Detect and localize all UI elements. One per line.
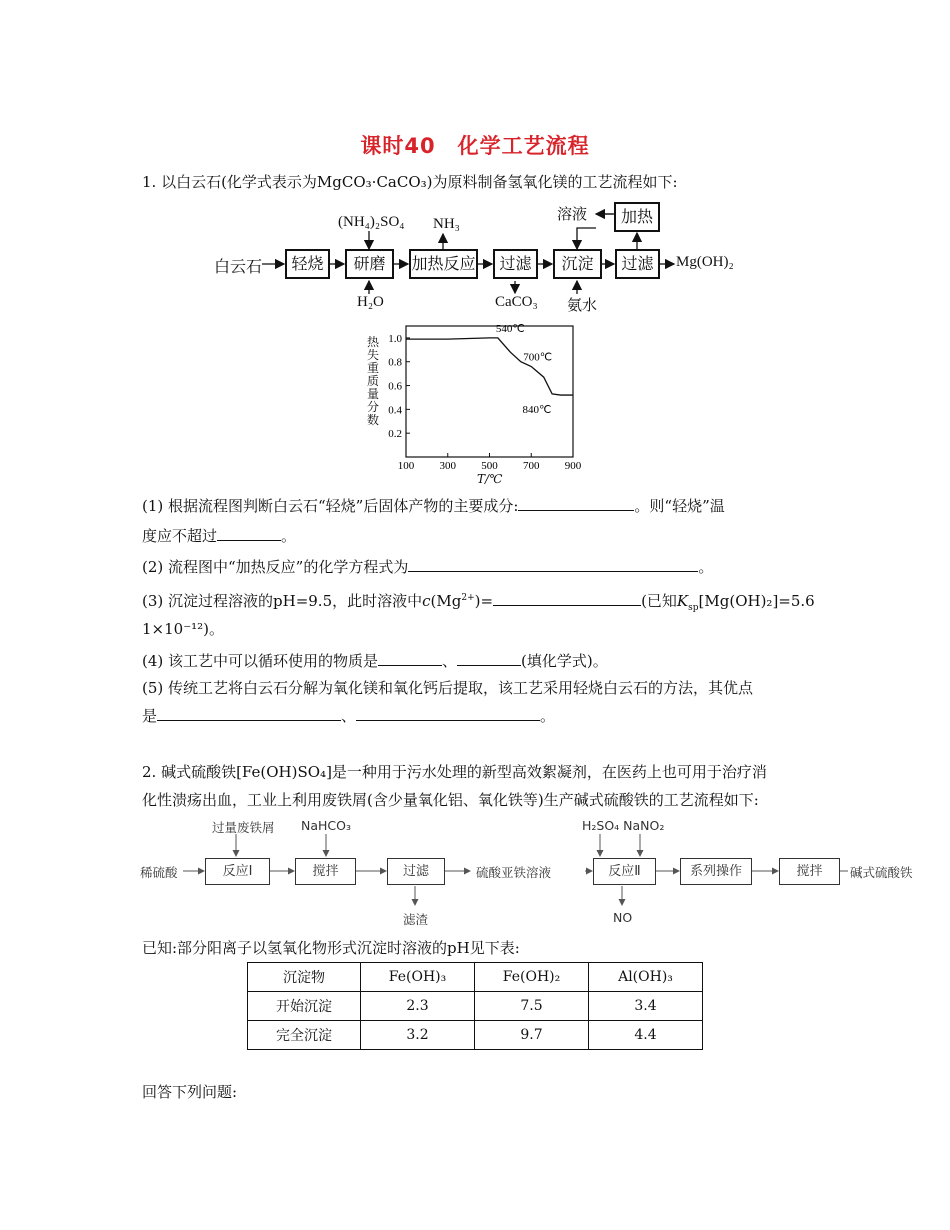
table-cell: 4.4 [589, 1021, 703, 1050]
flow2-nahco3: NaHCO₃ [301, 818, 351, 833]
table-cell: 3.4 [589, 992, 703, 1021]
q1-sub2-end: 。 [698, 558, 714, 576]
flow2-h2so4-nano2: H₂SO₄ NaNO₂ [582, 818, 665, 833]
flow2-end: 碱式硫酸铁 [850, 865, 913, 880]
q1-sub2-text: (2) 流程图中“加热反应”的化学方程式为 [142, 558, 409, 576]
flow2-ferrous-sulfate: 硫酸亚铁溶液 [476, 865, 552, 880]
table-header: 沉淀物 [248, 963, 361, 992]
flow2-start: 稀硫酸 [140, 865, 178, 880]
flow1-solution: 溶液 [557, 207, 588, 223]
table-header: Al(OH)₃ [589, 963, 703, 992]
table-cell: 完全沉淀 [248, 1021, 361, 1050]
q1-sub1-text4: 。 [281, 527, 297, 545]
table-cell: 9.7 [475, 1021, 589, 1050]
q1-sub4-text: (4) 该工艺中可以循环使用的物质是 [142, 652, 379, 670]
flow1-box-precipitate: 沉淀 [553, 249, 602, 279]
flow2-box-stir-2: 搅拌 [779, 858, 840, 885]
q1-sub1-text3: 度应不超过 [142, 527, 218, 545]
precipitation-ph-table [247, 962, 703, 1050]
chart-annotation: 840℃ [522, 404, 552, 417]
q2-known: 已知:部分阳离子以氢氧化物形式沉淀时溶液的pH见下表: [142, 939, 520, 957]
flow1-reagent-ammonium-sulfate: (NH₄)₂SO₄ [338, 214, 405, 230]
table-header-row [248, 963, 703, 992]
y-tick-label: 0.6 [388, 380, 402, 393]
y-tick-label: 0.8 [388, 356, 402, 369]
q2-answer-prompt: 回答下列问题: [142, 1083, 238, 1101]
q1-sub1-text2: 。则“轻烧”温 [634, 497, 725, 515]
x-tick-label: 700 [523, 460, 540, 472]
flow1-product-caco3: CaCO₃ [495, 294, 538, 310]
flow1-box-calcine: 轻烧 [285, 249, 330, 279]
flow2-box-filter: 过滤 [387, 858, 445, 885]
flow2-no: NO [613, 910, 633, 925]
table-cell: 2.3 [361, 992, 475, 1021]
table-header: Fe(OH)₂ [475, 963, 589, 992]
x-tick-label: 900 [564, 460, 582, 472]
q2-intro-line2: 化性溃疡出血，工业上利用废铁屑(含少量氧化铝、氧化铁等)生产碱式硫酸铁的工艺流程如下: [142, 791, 759, 809]
chart-ylabel: 热失重质量分数 [367, 335, 380, 427]
q1-sub4-sep: 、 [442, 652, 458, 670]
q1-sub3-text: (3) 沉淀过程溶液的pH=9.5，此时溶液中 [142, 592, 423, 610]
flow1-reagent-water: H₂O [357, 294, 384, 310]
q1-sub3-line2: 1×10⁻¹²)。 [142, 620, 224, 638]
x-tick-label: 100 [397, 460, 415, 472]
flow1-box-filter: 过滤 [493, 249, 538, 279]
q1-intro: 1. 以白云石(化学式表示为MgCO₃·CaCO₃)为原料制备氢氧化镁的工艺流程如下: [142, 173, 678, 191]
chart-annotation: 540℃ [495, 322, 525, 335]
y-tick-label: 0.2 [388, 428, 402, 441]
x-tick-label: 500 [481, 460, 498, 472]
flow2-scrap-iron: 过量废铁屑 [212, 820, 275, 835]
flow2-box-stir: 搅拌 [295, 858, 356, 885]
table-row [248, 992, 703, 1021]
q1-sub3-known: (已知 [641, 592, 677, 610]
table-cell: 7.5 [475, 992, 589, 1021]
flow1-start: 白云石 [214, 259, 263, 276]
table-cell: 3.2 [361, 1021, 475, 1050]
flow1-box-filter-2: 过滤 [615, 249, 660, 279]
q1-sub5-sep: 、 [341, 707, 357, 725]
q1-sub5-end: 。 [540, 707, 556, 725]
q1-sub3-line1: (3) 沉淀过程溶液的pH=9.5，此时溶液中$c(Mg^{2+})=$ (已知$K_{sp}[Mg(OH)_2]=5.6$ [142, 592, 815, 613]
q1-sub1-text: (1) 根据流程图判断白云石“轻烧”后固体产物的主要成分: [142, 497, 519, 515]
flow1-box-heat-react: 加热反应 [409, 249, 478, 279]
q1-sub4-end: (填化学式)。 [521, 652, 608, 670]
q1-sub5-start: 是 [142, 707, 158, 725]
page-title: 课时40 化学工艺流程 [360, 134, 590, 158]
flow2-box-reaction1: 反应Ⅰ [205, 858, 270, 885]
table-row [248, 1021, 703, 1050]
y-tick-label: 1.0 [388, 332, 402, 345]
x-tick-label: 300 [439, 460, 456, 472]
chart-xlabel: T/℃ [477, 472, 503, 486]
flow2-residue: 滤渣 [403, 912, 429, 927]
flow1-box-grind: 研磨 [345, 249, 394, 279]
flow2-box-series-ops: 系列操作 [680, 858, 752, 885]
flow1-reagent-ammonia-water: 氨水 [567, 298, 598, 314]
table-cell: 开始沉淀 [248, 992, 361, 1021]
flow1-end: Mg(OH)₂ [676, 254, 734, 270]
flow1-box-heat: 加热 [614, 202, 660, 232]
chart-annotation: 700℃ [523, 351, 553, 364]
q1-sub5-line1: (5) 传统工艺将白云石分解为氧化镁和氧化钙后提取，该工艺采用轻烧白云石的方法，其优点 [142, 679, 754, 697]
flow2-box-reaction2: 反应Ⅱ [593, 858, 656, 885]
flow1-product-ammonia: NH₃ [433, 216, 460, 232]
q2-intro-line1: 2. 碱式硫酸铁[Fe(OH)SO₄]是一种用于污水处理的新型高效絮凝剂，在医药上也可用于治疗消 [142, 763, 767, 781]
y-tick-label: 0.4 [388, 404, 402, 417]
q1-sub3-ksp: [Mg(OH)₂]=5.6 [698, 592, 815, 610]
table-header: Fe(OH)₃ [361, 963, 475, 992]
